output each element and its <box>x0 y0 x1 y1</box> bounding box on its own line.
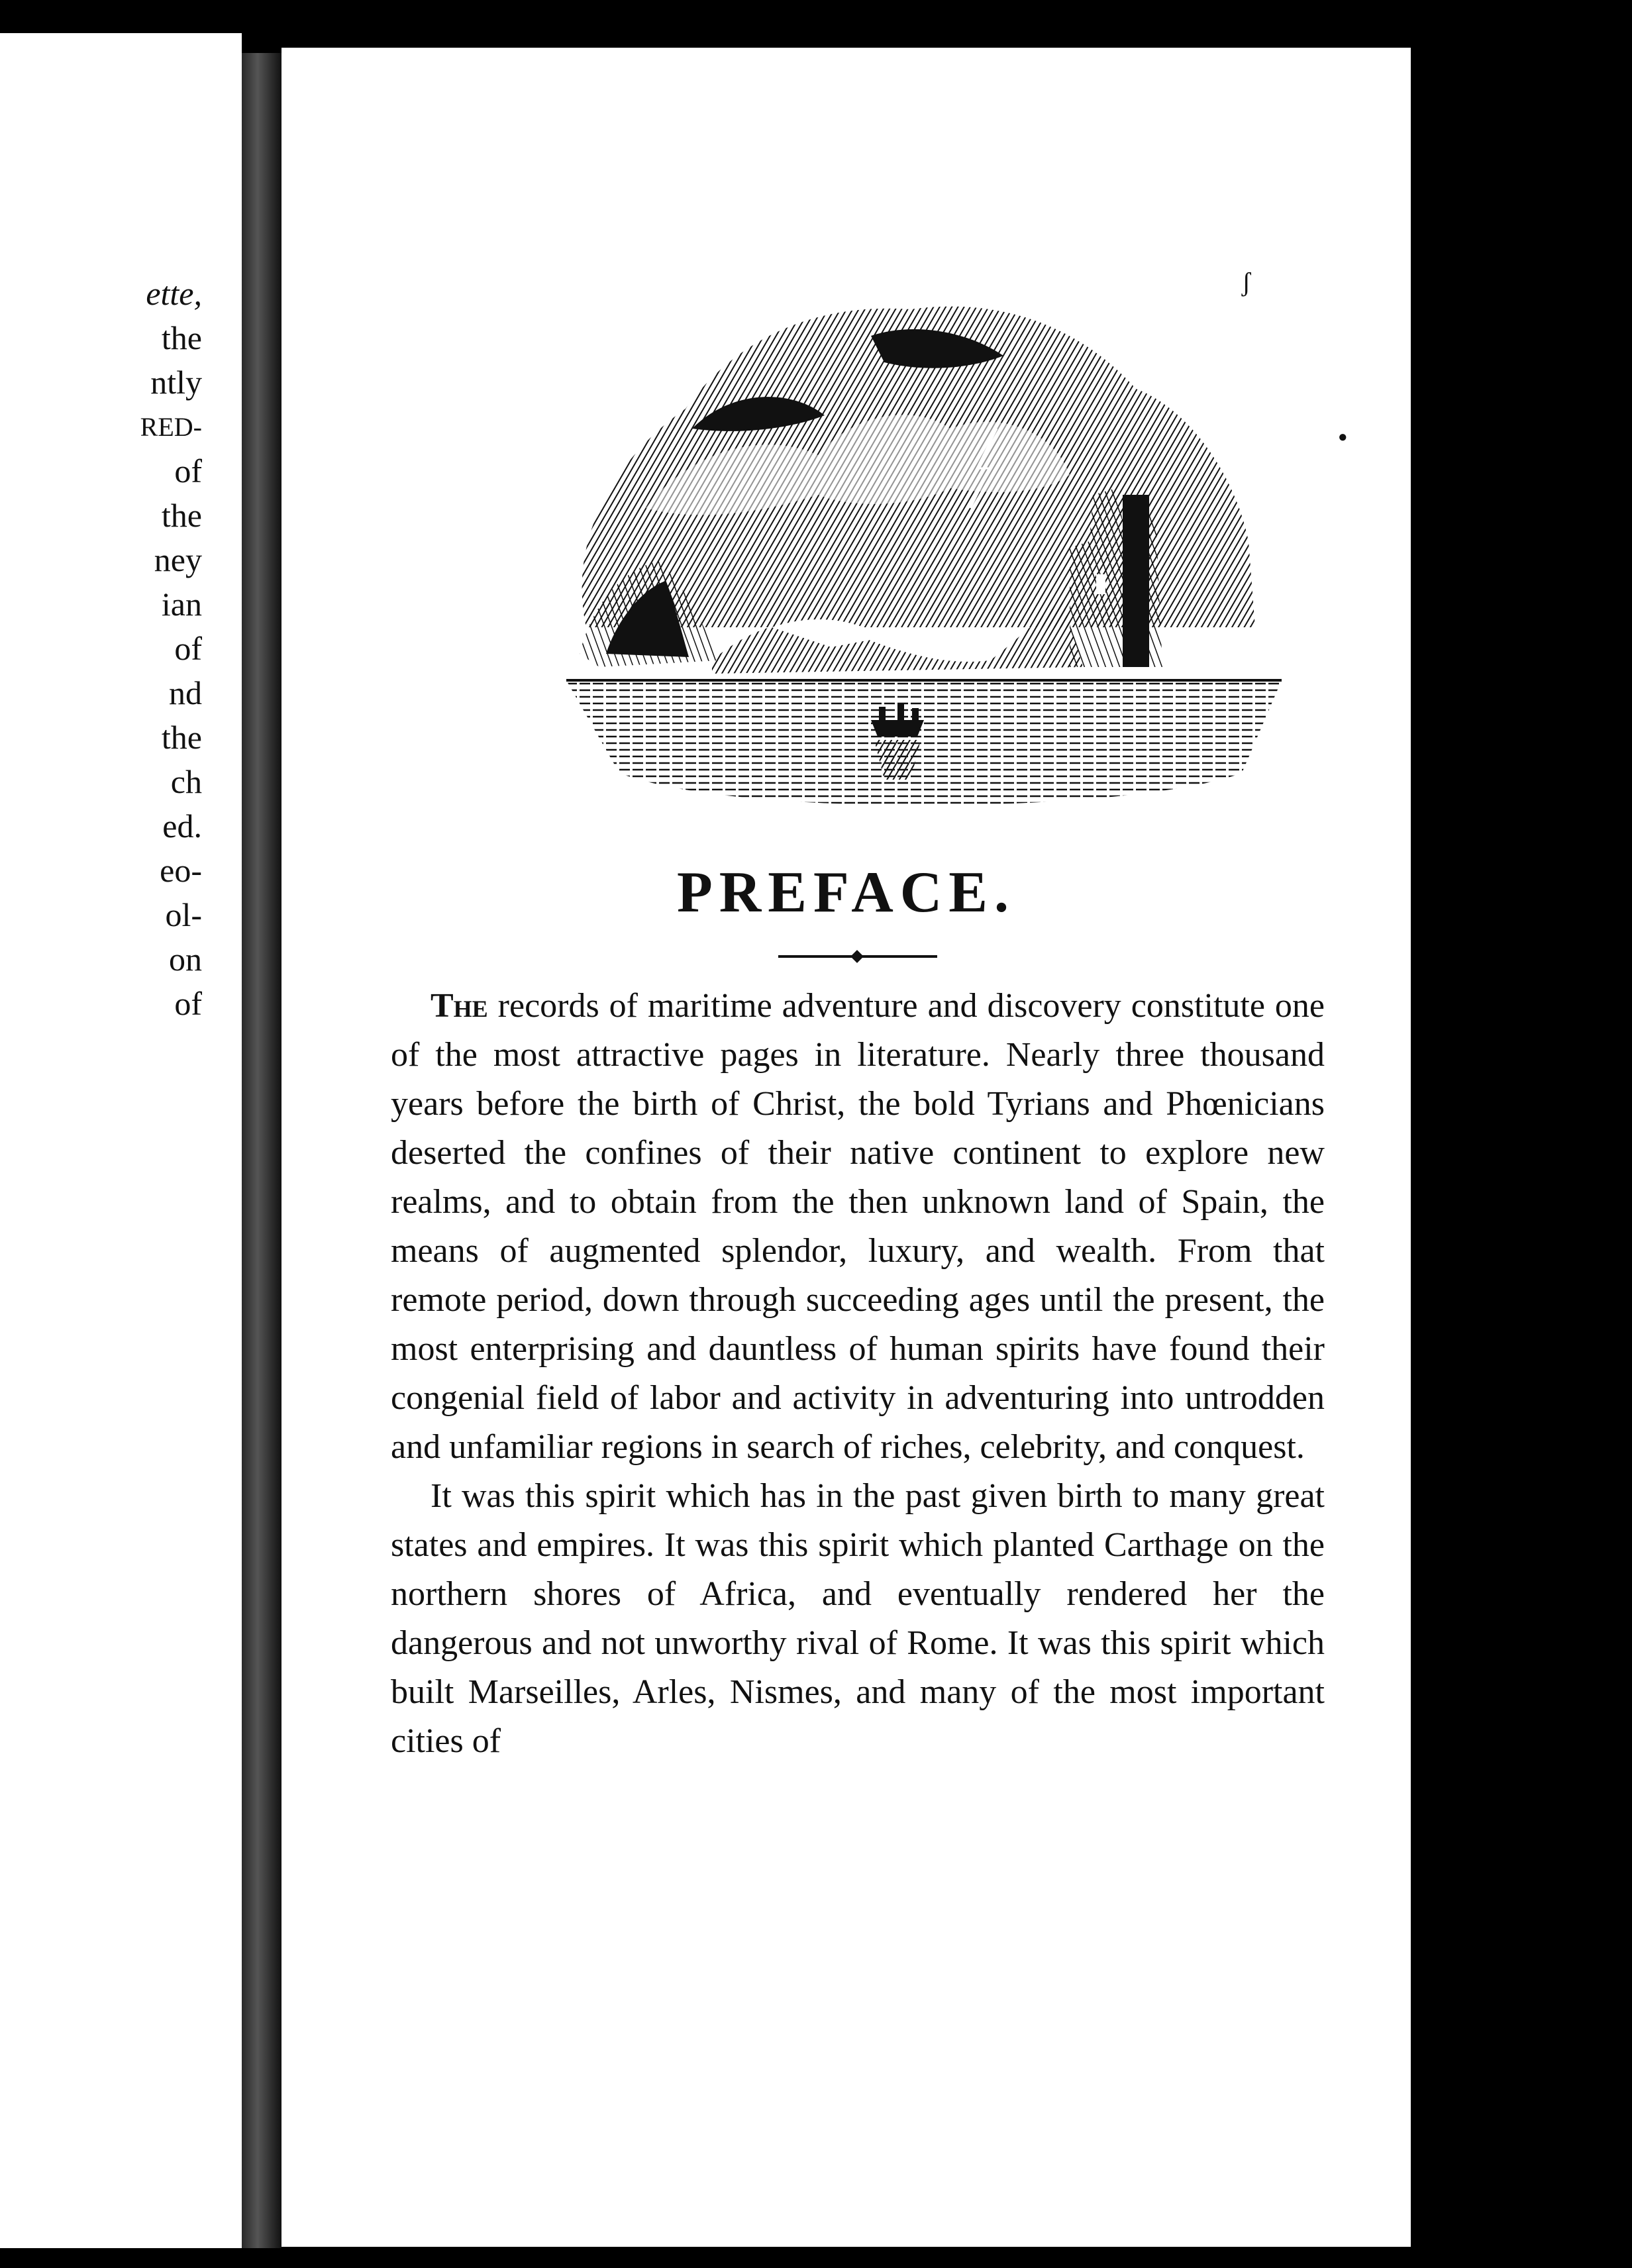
engraved-seascape-illustration <box>540 256 1301 826</box>
left-line: of <box>174 985 202 1022</box>
left-line: RED- <box>140 412 202 442</box>
stray-ink-dot: ● <box>1338 429 1348 446</box>
left-line: of <box>174 630 202 667</box>
left-line: nd <box>169 674 202 711</box>
scan-edge-bottom <box>0 2248 1632 2268</box>
left-line: of <box>174 452 202 490</box>
left-line: ol- <box>165 896 202 933</box>
paragraph <box>391 982 1325 1472</box>
paragraph-text: records of maritime adventure and discovery constitute one of the most attractive pages in literature. Nearly three thousand years before the birth of Christ, the bold Tyrians and Phœnicians deserted the confines of their native continent to explore new realms, and to obtain from the then unknown land of Spain, the means of augmented splendor, luxury, and wealth. From that remote period, down through succeeding ages until the present, the most enterprising and dauntless of human spirits have found their congenial field of labor and activity in adventuring into untrodden and unfamiliar regions in search of riches, celebrity, and conquest. <box>391 987 1325 1466</box>
left-page-fragment <box>0 33 242 2259</box>
page-title: PREFACE. <box>676 860 1016 925</box>
left-line: ney <box>154 541 202 578</box>
left-line: on <box>169 941 202 978</box>
stray-ink-mark: ʃ <box>1242 267 1251 297</box>
drop-lead-word: The <box>431 987 488 1025</box>
left-line: ed. <box>162 807 202 845</box>
left-line: the <box>161 497 202 534</box>
left-line: ette, <box>146 275 202 312</box>
left-line: eo- <box>160 852 202 889</box>
title-ornament-dot <box>850 950 864 963</box>
left-line: ian <box>161 586 202 623</box>
right-page <box>281 48 1411 2247</box>
book-gutter <box>242 53 281 2268</box>
left-line: ch <box>170 763 202 800</box>
scan-edge-right <box>1411 48 1632 2268</box>
preface-body <box>391 982 1325 1766</box>
paragraph <box>391 1472 1325 1766</box>
left-line: the <box>161 319 202 356</box>
left-line: the <box>161 719 202 756</box>
scan-edge-top <box>0 0 1632 53</box>
left-line: ntly <box>150 364 202 401</box>
left-page-text <box>30 272 202 1026</box>
paragraph-text: It was this spirit which has in the past given birth to many great states and empires. It was this spirit which planted Carthage on the northern shores of Africa, and eventually rendered her the dangerous and not unworthy rival of Rome. It was this spirit which built Marseilles, Arles, Nismes, and many of the most important cities of <box>391 1477 1325 1760</box>
